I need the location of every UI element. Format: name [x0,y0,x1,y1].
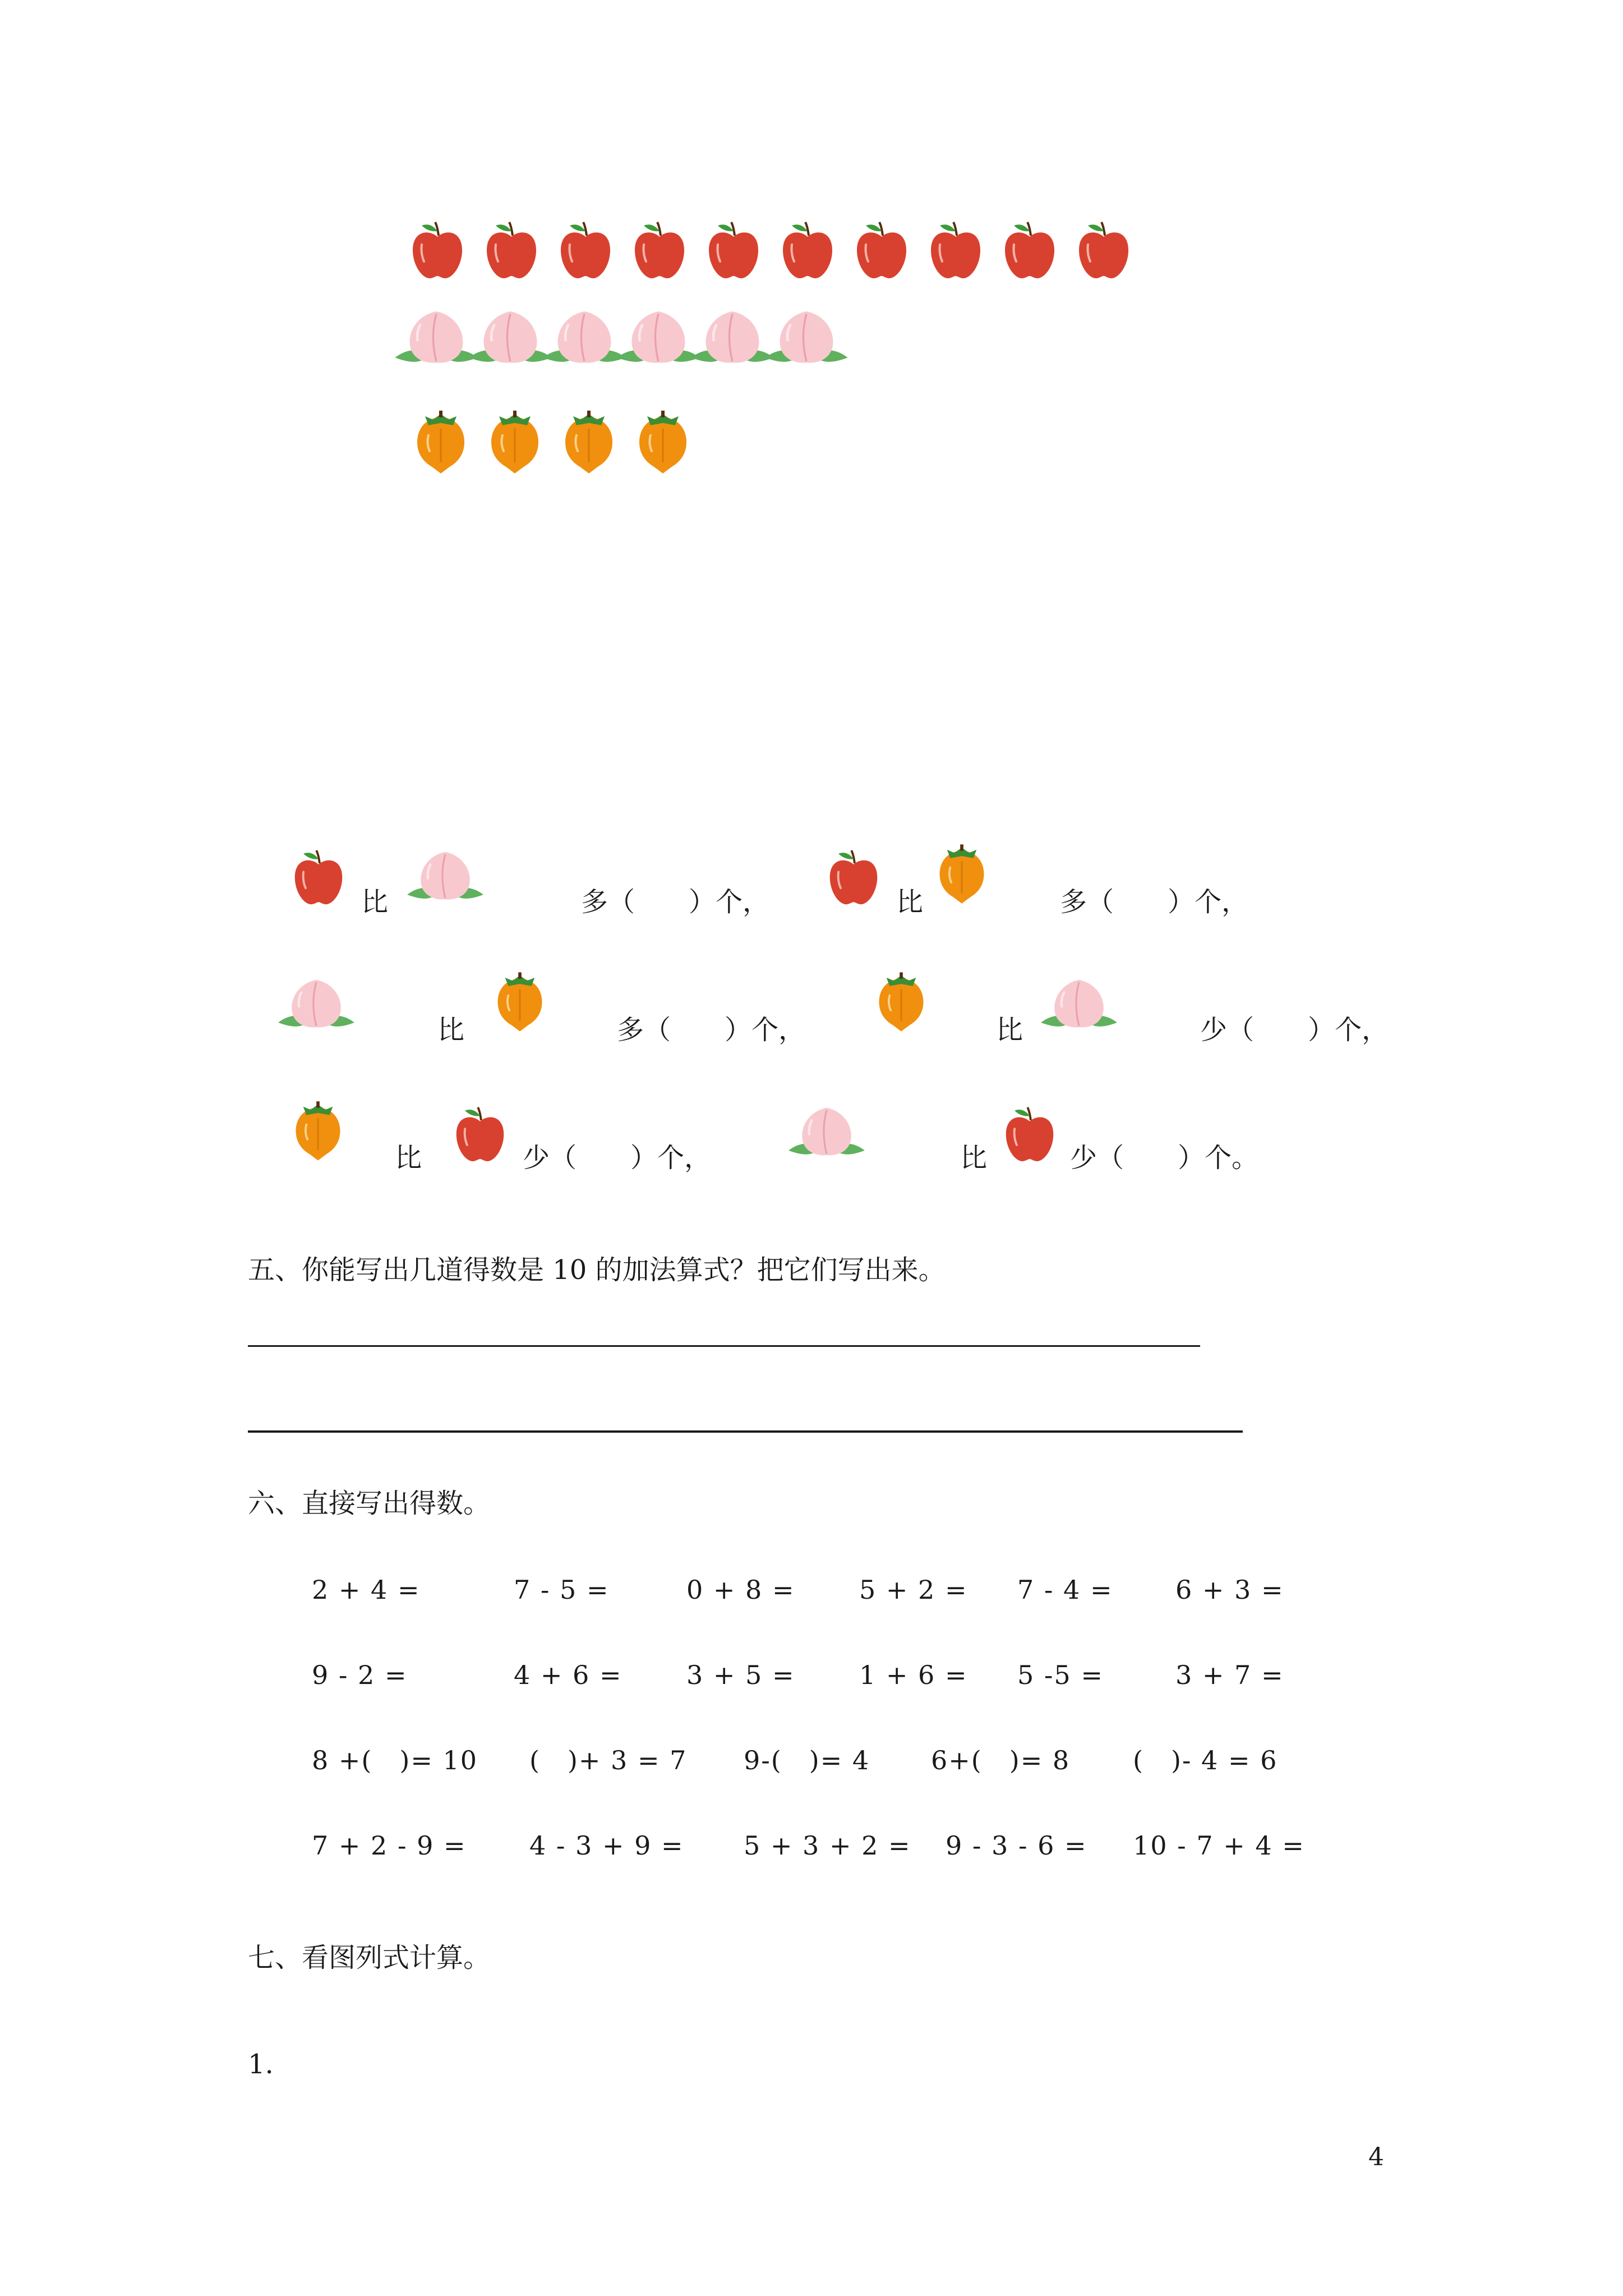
apple-icon [631,218,688,282]
apple-icon [780,218,836,282]
apple-icon [1003,1103,1057,1165]
equation: ( )+ 3 = 7 [529,1745,688,1775]
apple-icon [928,218,984,282]
compare-relation: 少（ ）个。 [1070,1142,1259,1174]
persimmon-icon [292,1097,344,1165]
answer-line[interactable] [248,1345,1200,1347]
compare-relation: 少（ ）个， [1200,1014,1389,1046]
apple-icon [409,218,465,282]
peach-icon [276,972,357,1038]
apple-icon [483,218,540,282]
compare-relation: 多（ ）个， [1060,886,1249,918]
persimmon-icon [935,840,988,908]
equation: 6 + 3 = [1175,1575,1284,1605]
persimmon-icon [875,968,928,1036]
apple-icon [1076,218,1132,282]
equation: 7 - 4 = [1017,1575,1113,1605]
equation: 9 - 2 = [312,1660,408,1690]
equation: 6+( )= 8 [931,1745,1071,1775]
equation: 5 -5 = [1017,1660,1104,1690]
apple-icon [557,218,614,282]
peach-icon [763,303,850,374]
compare-bi: 比 [361,886,389,918]
question-number: 1. [248,2049,274,2080]
equation: 1 + 6 = [859,1660,968,1690]
apple-icon [827,846,880,908]
persimmon-icon [494,968,546,1036]
peach-icon [1039,972,1119,1038]
equation: 5 + 2 = [859,1575,968,1605]
compare-bi: 比 [896,886,924,918]
equation: 7 - 5 = [514,1575,610,1605]
compare-relation: 多（ ）个， [581,886,770,918]
section-5-title: 五、你能写出几道得数是 10 的加法算式？把它们写出来。 [248,1254,946,1286]
compare-bi: 比 [437,1014,465,1046]
equation: 3 + 5 = [686,1660,795,1690]
apple-icon [453,1103,507,1165]
section-7-title: 七、看图列式计算。 [248,1942,491,1973]
equation: 7 + 2 - 9 = [312,1830,467,1861]
equation: 5 + 3 + 2 = [744,1830,911,1861]
section-6-title: 六、直接写出得数。 [248,1488,491,1519]
persimmon-icon [561,407,617,477]
equation: 0 + 8 = [686,1575,795,1605]
equation: 4 + 6 = [514,1660,623,1690]
persimmon-icon [635,407,691,477]
compare-bi: 比 [960,1142,988,1174]
apple-icon [854,218,910,282]
compare-relation: 少（ ）个， [523,1142,712,1174]
answer-line[interactable] [248,1430,1243,1433]
persimmon-icon [487,407,543,477]
compare-relation: 多（ ）个， [617,1014,806,1046]
peach-icon [405,844,486,910]
persimmon-icon [413,407,469,477]
equation: 3 + 7 = [1175,1660,1284,1690]
equation: 2 + 4 = [312,1575,421,1605]
apple-icon [706,218,762,282]
equation: 9 - 3 - 6 = [946,1830,1087,1861]
equation: 10 - 7 + 4 = [1133,1830,1305,1861]
page-number: 4 [1368,2143,1384,2171]
compare-bi: 比 [395,1142,422,1174]
compare-bi: 比 [996,1014,1023,1046]
equation: 9-( )= 4 [744,1745,870,1775]
equation: 4 - 3 + 9 = [529,1830,684,1861]
equation: 8 +( )= 10 [312,1745,478,1775]
apple-icon [1002,218,1058,282]
equation: ( )- 4 = 6 [1133,1745,1278,1775]
apple-icon [292,846,345,908]
peach-icon [786,1099,867,1166]
